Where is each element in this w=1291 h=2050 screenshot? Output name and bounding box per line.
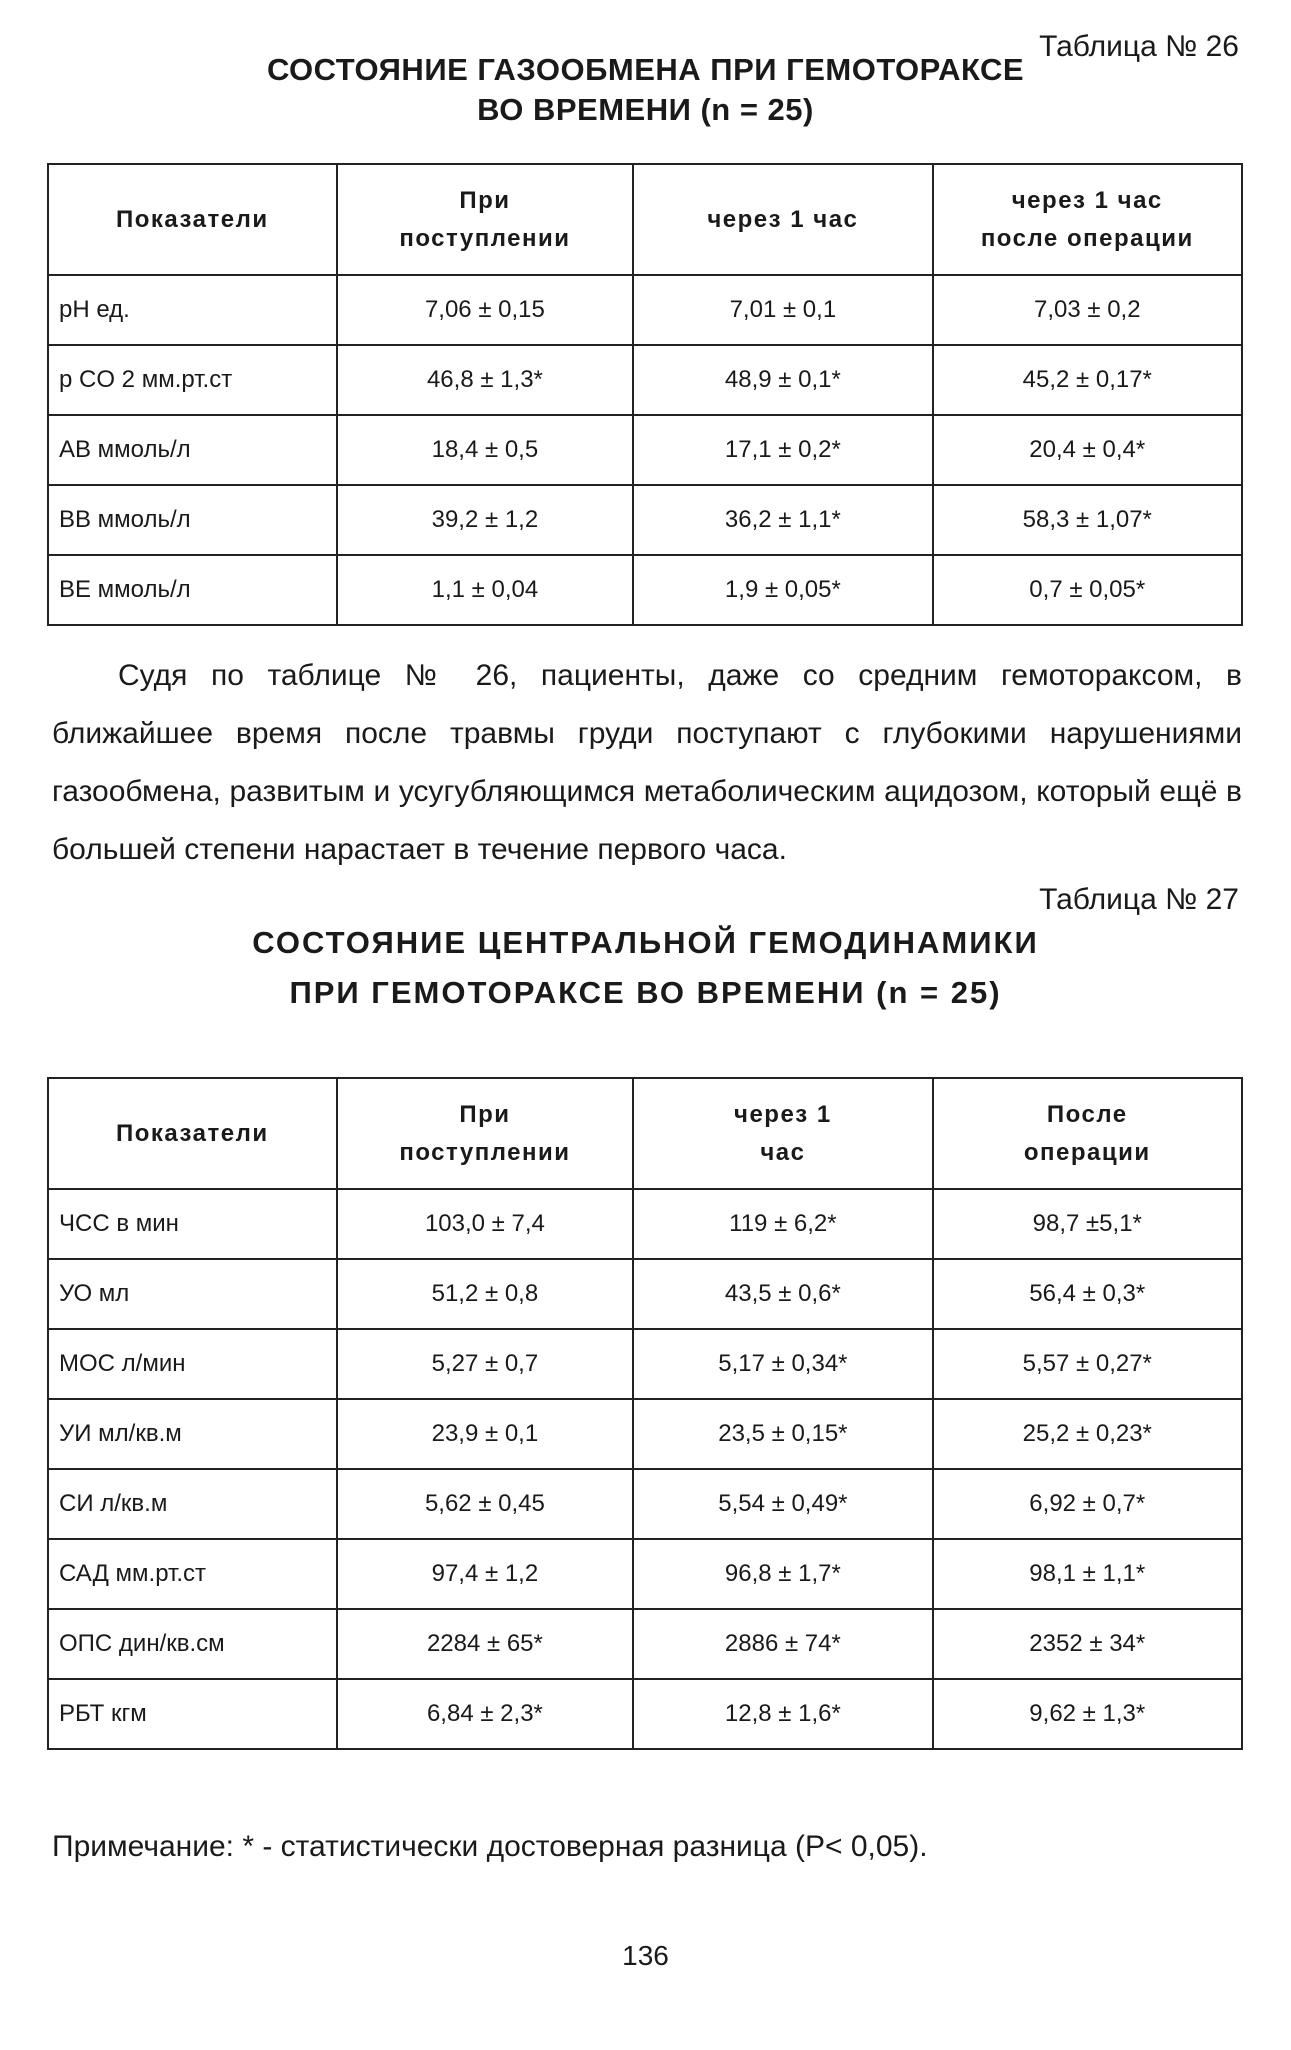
row-label: УИ мл/кв.м	[48, 1399, 337, 1469]
column-header	[933, 164, 1242, 275]
table-row	[48, 275, 1242, 345]
table-row	[48, 345, 1242, 415]
table-row	[48, 1399, 1242, 1469]
row-label: РБТ кгм	[48, 1679, 337, 1749]
body-paragraph-text: Судя по таблице № 26, пациенты, даже со средним гемотораксом, в ближайшее время после травмы груди поступают с глубокими нарушениями газообмена, развитым и усугубляющимся метаболическим ацидозом, который ещё в большей степени нарастает в течение первого часа.	[52, 659, 1242, 866]
table-cell: 58,3 ± 1,07*	[933, 485, 1242, 555]
table-26-number: Таблица № 26	[1039, 30, 1239, 63]
table-cell: 20,4 ± 0,4*	[933, 415, 1242, 485]
column-header-line: час	[760, 1138, 806, 1166]
table-cell: 23,5 ± 0,15*	[633, 1399, 932, 1469]
table-cell: 46,8 ± 1,3*	[337, 345, 634, 415]
table-cell: 12,8 ± 1,6*	[633, 1679, 932, 1749]
table-cell: 7,03 ± 0,2	[933, 275, 1242, 345]
row-label: УО мл	[48, 1259, 337, 1329]
table-26-header-row	[48, 164, 1242, 275]
table-26-title-line2: ВО ВРЕМЕНИ (n = 25)	[477, 92, 814, 127]
table-26-title-line1: СОСТОЯНИЕ ГАЗООБМЕНА ПРИ ГЕМОТОРАКСЕ	[266, 52, 1025, 87]
column-header	[48, 164, 337, 275]
table-cell: 2284 ± 65*	[337, 1609, 634, 1679]
table-cell: 17,1 ± 0,2*	[633, 415, 932, 485]
row-label: pH ед.	[48, 275, 337, 345]
table-27-title-line1: СОСТОЯНИЕ ЦЕНТРАЛЬНОЙ ГЕМОДИНАМИКИ	[252, 925, 1039, 960]
row-label: МОС л/мин	[48, 1329, 337, 1399]
table-cell: 45,2 ± 0,17*	[933, 345, 1242, 415]
table-cell: 51,2 ± 0,8	[337, 1259, 634, 1329]
column-header-line: При	[459, 1100, 511, 1128]
table-cell: 2886 ± 74*	[633, 1609, 932, 1679]
table-27-title-line2: ПРИ ГЕМОТОРАКСЕ ВО ВРЕМЕНИ (n = 25)	[289, 975, 1002, 1010]
table-27-title	[0, 918, 1291, 1018]
row-label: САД мм.рт.ст	[48, 1539, 337, 1609]
table-cell: 98,7 ±5,1*	[933, 1189, 1242, 1259]
table-row	[48, 1469, 1242, 1539]
table-cell: 39,2 ± 1,2	[337, 485, 634, 555]
column-header-line: операции	[1023, 1138, 1151, 1166]
column-header	[633, 1078, 932, 1189]
table-cell: 5,62 ± 0,45	[337, 1469, 634, 1539]
table-row	[48, 485, 1242, 555]
table-27	[47, 1077, 1243, 1750]
table-cell: 6,84 ± 2,3*	[337, 1679, 634, 1749]
table-27-header-row	[48, 1078, 1242, 1189]
table-row	[48, 1329, 1242, 1399]
column-header	[337, 164, 634, 275]
table-cell: 6,92 ± 0,7*	[933, 1469, 1242, 1539]
table-cell: 43,5 ± 0,6*	[633, 1259, 932, 1329]
row-label: BE ммоль/л	[48, 555, 337, 625]
table-cell: 7,01 ± 0,1	[633, 275, 932, 345]
column-header	[633, 164, 932, 275]
table-cell: 98,1 ± 1,1*	[933, 1539, 1242, 1609]
table-cell: 25,2 ± 0,23*	[933, 1399, 1242, 1469]
table-cell: 5,17 ± 0,34*	[633, 1329, 932, 1399]
table-cell: 5,27 ± 0,7	[337, 1329, 634, 1399]
table-row	[48, 555, 1242, 625]
column-header-line: через 1	[734, 1100, 832, 1128]
table-cell: 56,4 ± 0,3*	[933, 1259, 1242, 1329]
table-row	[48, 1679, 1242, 1749]
table-note: Примечание: * - статистически достоверная разница (P< 0,05).	[52, 1830, 928, 1863]
table-26-title	[0, 50, 1291, 130]
column-header-line: через 1 час	[707, 205, 859, 233]
column-header	[48, 1078, 337, 1189]
table-row	[48, 1539, 1242, 1609]
row-label: ОПС дин/кв.см	[48, 1609, 337, 1679]
column-header-line: поступлении	[399, 224, 571, 252]
row-label: AB ммоль/л	[48, 415, 337, 485]
column-header	[933, 1078, 1242, 1189]
table-cell: 9,62 ± 1,3*	[933, 1679, 1242, 1749]
table-cell: 97,4 ± 1,2	[337, 1539, 634, 1609]
table-cell: 7,06 ± 0,15	[337, 275, 634, 345]
table-cell: 1,9 ± 0,05*	[633, 555, 932, 625]
table-cell: 103,0 ± 7,4	[337, 1189, 634, 1259]
table-cell: 18,4 ± 0,5	[337, 415, 634, 485]
column-header-line: При	[459, 186, 511, 214]
row-label: BB ммоль/л	[48, 485, 337, 555]
column-header-line: поступлении	[399, 1138, 571, 1166]
column-header-line: Показатели	[115, 205, 269, 233]
table-cell: 119 ± 6,2*	[633, 1189, 932, 1259]
table-cell: 0,7 ± 0,05*	[933, 555, 1242, 625]
table-cell: 2352 ± 34*	[933, 1609, 1242, 1679]
table-cell: 96,8 ± 1,7*	[633, 1539, 932, 1609]
table-cell: 48,9 ± 0,1*	[633, 345, 932, 415]
column-header-line: после операции	[980, 224, 1194, 252]
table-cell: 36,2 ± 1,1*	[633, 485, 932, 555]
table-row	[48, 1259, 1242, 1329]
table-row	[48, 1189, 1242, 1259]
row-label: СИ л/кв.м	[48, 1469, 337, 1539]
page-number: 136	[622, 1940, 669, 1971]
table-cell: 5,54 ± 0,49*	[633, 1469, 932, 1539]
column-header	[337, 1078, 634, 1189]
table-cell: 23,9 ± 0,1	[337, 1399, 634, 1469]
table-row	[48, 415, 1242, 485]
table-27-number: Таблица № 27	[1039, 883, 1239, 916]
column-header-line: После	[1046, 1100, 1128, 1128]
row-label: p CO 2 мм.рт.ст	[48, 345, 337, 415]
table-cell: 5,57 ± 0,27*	[933, 1329, 1242, 1399]
row-label: ЧСС в мин	[48, 1189, 337, 1259]
table-26	[47, 163, 1243, 626]
column-header-line: через 1 час	[1011, 186, 1163, 214]
table-cell: 1,1 ± 0,04	[337, 555, 634, 625]
body-paragraph	[52, 647, 1242, 879]
column-header-line: Показатели	[115, 1119, 269, 1147]
table-row	[48, 1609, 1242, 1679]
